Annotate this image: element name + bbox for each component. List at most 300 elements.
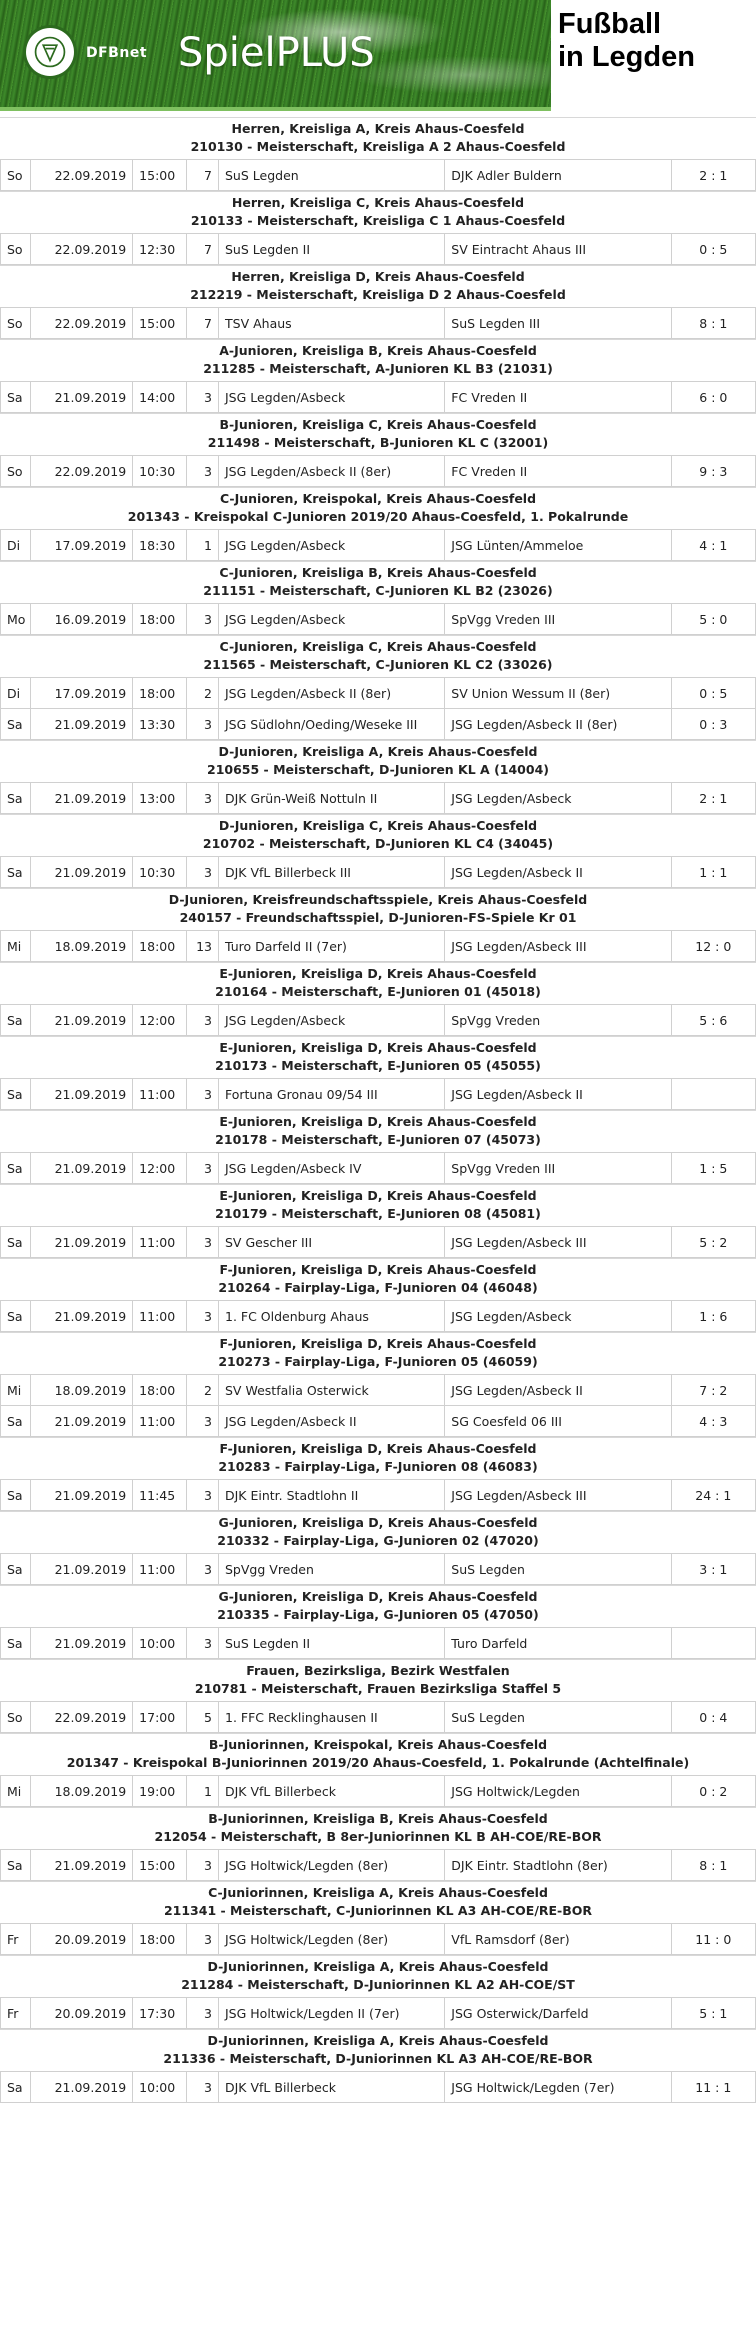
match-score: 6 : 0 (699, 389, 728, 405)
match-date: 22.09.2019 (31, 308, 133, 338)
match-row[interactable] (0, 529, 756, 561)
page-title-line2: in Legden (558, 41, 695, 73)
match-number: 3 (187, 1301, 219, 1331)
away-team: JSG Legden/Asbeck II (445, 1079, 671, 1109)
home-team: JSG Holtwick/Legden (8er) (219, 1924, 445, 1954)
home-team: DJK Grün-Weiß Nottuln II (219, 783, 445, 813)
match-number: 2 (187, 1375, 219, 1405)
match-date: 21.09.2019 (31, 1005, 133, 1035)
match-score (672, 1628, 755, 1658)
match-number: 13 (187, 931, 219, 961)
competition-league: Herren, Kreisliga C, Kreis Ahaus-Coesfeld (231, 195, 525, 210)
home-team: JSG Südlohn/Oeding/Weseke III (219, 709, 445, 739)
match-rows (0, 782, 756, 814)
match-day: Sa (1, 1406, 31, 1436)
match-score: 5 : 1 (699, 2005, 728, 2021)
competition-block (0, 740, 756, 814)
competition-block (0, 561, 756, 635)
match-time: 10:30 (133, 456, 187, 486)
away-team: DJK Eintr. Stadtlohn (8er) (445, 1850, 671, 1880)
match-day: Sa (1, 1227, 31, 1257)
match-score: 8 : 1 (699, 1857, 728, 1873)
match-date: 22.09.2019 (31, 456, 133, 486)
match-rows (0, 1374, 756, 1437)
match-date: 21.09.2019 (31, 382, 133, 412)
competition-title (0, 962, 756, 1004)
match-day: So (1, 1702, 31, 1732)
competition-name: 210264 - Fairplay-Liga, F-Junioren 04 (46048) (218, 1280, 538, 1295)
match-row[interactable] (0, 856, 756, 888)
match-day: Mi (1, 1776, 31, 1806)
home-team: JSG Legden/Asbeck (219, 530, 445, 560)
match-time: 10:00 (133, 2072, 187, 2102)
home-team: DJK Eintr. Stadtlohn II (219, 1480, 445, 1510)
match-score: 5 : 2 (699, 1234, 728, 1250)
home-team: DJK VfL Billerbeck (219, 2072, 445, 2102)
match-date: 20.09.2019 (31, 1924, 133, 1954)
match-row[interactable] (0, 603, 756, 635)
match-score: 8 : 1 (699, 315, 728, 331)
competition-block (0, 962, 756, 1036)
match-rows (0, 307, 756, 339)
match-row[interactable] (0, 1226, 756, 1258)
competition-league: C-Junioren, Kreisliga B, Kreis Ahaus-Coesfeld (219, 565, 537, 580)
match-date: 17.09.2019 (31, 678, 133, 708)
match-date: 18.09.2019 (31, 931, 133, 961)
match-time: 11:00 (133, 1079, 187, 1109)
competition-name: 210133 - Meisterschaft, Kreisliga C 1 Ahaus-Coesfeld (190, 213, 566, 228)
match-day: So (1, 308, 31, 338)
competition-name: 210130 - Meisterschaft, Kreisliga A 2 Ahaus-Coesfeld (190, 139, 566, 154)
competition-league: Herren, Kreisliga D, Kreis Ahaus-Coesfeld (231, 269, 525, 284)
home-team: JSG Holtwick/Legden II (7er) (219, 1998, 445, 2028)
match-row[interactable] (0, 1701, 756, 1733)
competition-block (0, 1955, 756, 2029)
match-number: 3 (187, 709, 219, 739)
match-rows (0, 1004, 756, 1036)
match-score: 4 : 1 (699, 537, 728, 553)
match-row[interactable] (0, 233, 756, 265)
match-date: 21.09.2019 (31, 1227, 133, 1257)
away-team: SpVgg Vreden (445, 1005, 671, 1035)
home-team: TSV Ahaus (219, 308, 445, 338)
match-time: 18:30 (133, 530, 187, 560)
match-time: 15:00 (133, 160, 187, 190)
spielplus-banner (0, 0, 551, 111)
match-day: So (1, 160, 31, 190)
competition-title (0, 487, 756, 529)
competition-block (0, 1437, 756, 1511)
match-score: 12 : 0 (695, 938, 732, 954)
match-rows (0, 1775, 756, 1807)
match-rows (0, 2071, 756, 2103)
match-score: 0 : 5 (699, 241, 728, 257)
competition-name: 210178 - Meisterschaft, E-Junioren 07 (45073) (215, 1132, 541, 1147)
competition-league: E-Junioren, Kreisliga D, Kreis Ahaus-Coesfeld (219, 1188, 537, 1203)
away-team: JSG Legden/Asbeck III (445, 1227, 671, 1257)
away-team: JSG Holtwick/Legden (445, 1776, 671, 1806)
match-score: 1 : 1 (699, 864, 728, 880)
competition-name: 211336 - Meisterschaft, D-Juniorinnen KL A3 AH-COE/RE-BOR (163, 2051, 593, 2066)
competition-title (0, 635, 756, 677)
competition-name: 211285 - Meisterschaft, A-Junioren KL B3 (21031) (203, 361, 553, 376)
away-team: VfL Ramsdorf (8er) (445, 1924, 671, 1954)
match-row[interactable] (0, 1627, 756, 1659)
away-team: DJK Adler Buldern (445, 160, 671, 190)
match-row[interactable] (0, 708, 756, 740)
competition-league: C-Juniorinnen, Kreisliga A, Kreis Ahaus-Coesfeld (208, 1885, 548, 1900)
competition-league: A-Junioren, Kreisliga B, Kreis Ahaus-Coesfeld (219, 343, 537, 358)
competition-title (0, 339, 756, 381)
match-score: 0 : 4 (699, 1709, 728, 1725)
home-team: SpVgg Vreden (219, 1554, 445, 1584)
match-row[interactable] (0, 307, 756, 339)
match-day: Sa (1, 382, 31, 412)
match-date: 22.09.2019 (31, 1702, 133, 1732)
match-score: 1 : 5 (699, 1160, 728, 1176)
away-team: SpVgg Vreden III (445, 1153, 671, 1183)
competition-block (0, 191, 756, 265)
competition-league: D-Junioren, Kreisliga A, Kreis Ahaus-Coesfeld (218, 744, 538, 759)
competition-league: Frauen, Bezirksliga, Bezirk Westfalen (246, 1663, 510, 1678)
match-date: 21.09.2019 (31, 1480, 133, 1510)
match-row[interactable] (0, 455, 756, 487)
competition-block (0, 635, 756, 740)
match-score: 9 : 3 (699, 463, 728, 479)
match-row[interactable] (0, 159, 756, 191)
page-header (0, 0, 756, 113)
match-day: Sa (1, 709, 31, 739)
competition-league: F-Junioren, Kreisliga D, Kreis Ahaus-Coesfeld (219, 1336, 537, 1351)
match-date: 18.09.2019 (31, 1375, 133, 1405)
match-date: 21.09.2019 (31, 1153, 133, 1183)
away-team: JSG Legden/Asbeck II (445, 857, 671, 887)
competition-block (0, 339, 756, 413)
match-date: 21.09.2019 (31, 709, 133, 739)
competition-league: F-Junioren, Kreisliga D, Kreis Ahaus-Coesfeld (219, 1441, 537, 1456)
match-rows (0, 1701, 756, 1733)
match-day: Sa (1, 1480, 31, 1510)
match-row[interactable] (0, 1479, 756, 1511)
match-day: Mi (1, 931, 31, 961)
match-day: Fr (1, 1924, 31, 1954)
match-score: 4 : 3 (699, 1413, 728, 1429)
match-score: 2 : 1 (699, 167, 728, 183)
match-rows (0, 1078, 756, 1110)
competition-name: 211565 - Meisterschaft, C-Junioren KL C2 (33026) (203, 657, 553, 672)
home-team: Fortuna Gronau 09/54 III (219, 1079, 445, 1109)
match-day: Di (1, 678, 31, 708)
away-team: JSG Legden/Asbeck III (445, 931, 671, 961)
match-day: Sa (1, 783, 31, 813)
home-team: JSG Legden/Asbeck (219, 382, 445, 412)
match-time: 12:30 (133, 234, 187, 264)
match-number: 3 (187, 1850, 219, 1880)
competition-block (0, 1184, 756, 1258)
match-time: 10:00 (133, 1628, 187, 1658)
away-team: JSG Legden/Asbeck II (8er) (445, 709, 671, 739)
competition-title (0, 1332, 756, 1374)
match-row[interactable] (0, 1078, 756, 1110)
competition-block (0, 1881, 756, 1955)
match-rows (0, 1923, 756, 1955)
home-team: JSG Legden/Asbeck (219, 1005, 445, 1035)
competition-title (0, 740, 756, 782)
away-team: FC Vreden II (445, 456, 671, 486)
match-number: 3 (187, 1227, 219, 1257)
match-rows (0, 1553, 756, 1585)
match-row[interactable] (0, 1849, 756, 1881)
match-score: 24 : 1 (695, 1487, 732, 1503)
competition-title (0, 1511, 756, 1553)
match-date: 17.09.2019 (31, 530, 133, 560)
match-day: Mi (1, 1375, 31, 1405)
competition-title (0, 814, 756, 856)
home-team: SuS Legden II (219, 234, 445, 264)
competition-block (0, 413, 756, 487)
competition-block (0, 814, 756, 888)
match-number: 3 (187, 2072, 219, 2102)
match-rows (0, 1479, 756, 1511)
competition-name: 201343 - Kreispokal C-Junioren 2019/20 Ahaus-Coesfeld, 1. Pokalrunde (127, 509, 629, 524)
home-team: JSG Legden/Asbeck (219, 604, 445, 634)
match-time: 18:00 (133, 604, 187, 634)
home-team: 1. FC Oldenburg Ahaus (219, 1301, 445, 1331)
match-rows (0, 529, 756, 561)
page-title-line1: Fußball (558, 8, 662, 40)
match-day: Sa (1, 1005, 31, 1035)
match-number: 1 (187, 530, 219, 560)
match-row[interactable] (0, 1997, 756, 2029)
competition-title (0, 1036, 756, 1078)
match-date: 21.09.2019 (31, 1554, 133, 1584)
competition-league: C-Junioren, Kreispokal, Kreis Ahaus-Coesfeld (219, 491, 537, 506)
match-date: 21.09.2019 (31, 1850, 133, 1880)
away-team: JSG Legden/Asbeck (445, 783, 671, 813)
match-time: 12:00 (133, 1005, 187, 1035)
match-number: 7 (187, 308, 219, 338)
match-time: 13:30 (133, 709, 187, 739)
competition-league: D-Juniorinnen, Kreisliga A, Kreis Ahaus-Coesfeld (207, 1959, 549, 1974)
competition-name: 210781 - Meisterschaft, Frauen Bezirksliga Staffel 5 (194, 1681, 562, 1696)
match-day: Fr (1, 1998, 31, 2028)
match-time: 15:00 (133, 308, 187, 338)
match-rows (0, 603, 756, 635)
away-team: SuS Legden (445, 1554, 671, 1584)
competition-block (0, 1585, 756, 1659)
dfb-logo-icon (26, 28, 74, 76)
match-date: 18.09.2019 (31, 1776, 133, 1806)
competition-block (0, 2029, 756, 2103)
match-time: 13:00 (133, 783, 187, 813)
match-row[interactable] (0, 1923, 756, 1955)
home-team: JSG Legden/Asbeck II (8er) (219, 456, 445, 486)
match-date: 21.09.2019 (31, 1079, 133, 1109)
competition-block (0, 1110, 756, 1184)
match-number: 3 (187, 456, 219, 486)
away-team: SV Union Wessum II (8er) (445, 678, 671, 708)
match-score: 0 : 3 (699, 716, 728, 732)
away-team: JSG Legden/Asbeck III (445, 1480, 671, 1510)
match-date: 21.09.2019 (31, 783, 133, 813)
match-score: 7 : 2 (699, 1382, 728, 1398)
competition-title (0, 1807, 756, 1849)
match-time: 10:30 (133, 857, 187, 887)
competition-league: G-Junioren, Kreisliga D, Kreis Ahaus-Coesfeld (218, 1589, 538, 1604)
match-rows (0, 1627, 756, 1659)
match-row[interactable] (0, 930, 756, 962)
match-day: Di (1, 530, 31, 560)
match-number: 3 (187, 382, 219, 412)
competition-title (0, 1585, 756, 1627)
match-time: 11:00 (133, 1406, 187, 1436)
match-row[interactable] (0, 782, 756, 814)
away-team: SuS Legden III (445, 308, 671, 338)
match-rows (0, 677, 756, 740)
match-number: 3 (187, 857, 219, 887)
match-rows (0, 159, 756, 191)
competition-title (0, 888, 756, 930)
competition-title (0, 413, 756, 455)
competition-name: 210179 - Meisterschaft, E-Junioren 08 (45081) (215, 1206, 541, 1221)
home-team: SV Westfalia Osterwick (219, 1375, 445, 1405)
match-day: Sa (1, 1850, 31, 1880)
competition-title (0, 1258, 756, 1300)
competition-title (0, 2029, 756, 2071)
match-time: 19:00 (133, 1776, 187, 1806)
competition-league: C-Junioren, Kreisliga C, Kreis Ahaus-Coesfeld (219, 639, 537, 654)
away-team: JSG Legden/Asbeck II (445, 1375, 671, 1405)
competition-league: E-Junioren, Kreisliga D, Kreis Ahaus-Coesfeld (219, 966, 537, 981)
match-number: 3 (187, 1005, 219, 1035)
competition-title (0, 1110, 756, 1152)
match-number: 7 (187, 234, 219, 264)
competition-title (0, 1659, 756, 1701)
match-row[interactable] (0, 1374, 756, 1405)
competition-league: E-Junioren, Kreisliga D, Kreis Ahaus-Coesfeld (219, 1040, 537, 1055)
match-score: 11 : 1 (695, 2079, 732, 2095)
competition-name: 210273 - Fairplay-Liga, F-Junioren 05 (46059) (218, 1354, 538, 1369)
competition-title (0, 1881, 756, 1923)
competition-name: 211341 - Meisterschaft, C-Juniorinnen KL A3 AH-COE/RE-BOR (163, 1903, 593, 1918)
competition-name: 212219 - Meisterschaft, Kreisliga D 2 Ahaus-Coesfeld (190, 287, 566, 302)
match-day: Sa (1, 1628, 31, 1658)
match-row[interactable] (0, 1553, 756, 1585)
home-team: 1. FFC Recklinghausen II (219, 1702, 445, 1732)
match-date: 21.09.2019 (31, 857, 133, 887)
match-number: 3 (187, 1924, 219, 1954)
competition-title (0, 1437, 756, 1479)
match-time: 11:45 (133, 1480, 187, 1510)
match-time: 12:00 (133, 1153, 187, 1183)
competition-league: D-Junioren, Kreisfreundschaftsspiele, Kreis Ahaus-Coesfeld (168, 892, 588, 907)
match-rows (0, 1997, 756, 2029)
match-row[interactable] (0, 677, 756, 708)
match-number: 5 (187, 1702, 219, 1732)
away-team: SpVgg Vreden III (445, 604, 671, 634)
away-team: JSG Osterwick/Darfeld (445, 1998, 671, 2028)
competition-title (0, 1733, 756, 1775)
competition-block (0, 1036, 756, 1110)
competition-name: 201347 - Kreispokal B-Juniorinnen 2019/20 Ahaus-Coesfeld, 1. Pokalrunde (Achtelfinale) (66, 1755, 690, 1770)
match-date: 22.09.2019 (31, 234, 133, 264)
match-row[interactable] (0, 1300, 756, 1332)
competition-league: D-Junioren, Kreisliga C, Kreis Ahaus-Coesfeld (218, 818, 538, 833)
match-row[interactable] (0, 1004, 756, 1036)
competition-title (0, 1955, 756, 1997)
match-number: 3 (187, 1079, 219, 1109)
match-date: 21.09.2019 (31, 1406, 133, 1436)
competition-title (0, 191, 756, 233)
match-score: 11 : 0 (695, 1931, 732, 1947)
competition-name: 211498 - Meisterschaft, B-Junioren KL C (32001) (207, 435, 549, 450)
match-number: 2 (187, 678, 219, 708)
match-date: 22.09.2019 (31, 160, 133, 190)
competition-name: 210702 - Meisterschaft, D-Junioren KL C4 (34045) (202, 836, 554, 851)
page-title (558, 8, 695, 74)
match-rows (0, 1300, 756, 1332)
match-number: 3 (187, 1998, 219, 2028)
away-team: JSG Lünten/Ammeloe (445, 530, 671, 560)
competition-block (0, 1332, 756, 1437)
match-day: So (1, 234, 31, 264)
competition-league: F-Junioren, Kreisliga D, Kreis Ahaus-Coesfeld (219, 1262, 537, 1277)
match-time: 17:30 (133, 1998, 187, 2028)
competition-name: 210332 - Fairplay-Liga, G-Junioren 02 (47020) (217, 1533, 539, 1548)
competition-name: 210173 - Meisterschaft, E-Junioren 05 (45055) (215, 1058, 541, 1073)
match-time: 17:00 (133, 1702, 187, 1732)
match-rows (0, 455, 756, 487)
away-team: FC Vreden II (445, 382, 671, 412)
match-time: 11:00 (133, 1227, 187, 1257)
competition-title (0, 561, 756, 603)
away-team: SG Coesfeld 06 III (445, 1406, 671, 1436)
match-day: Sa (1, 1153, 31, 1183)
away-team: SuS Legden (445, 1702, 671, 1732)
match-number: 1 (187, 1776, 219, 1806)
match-row[interactable] (0, 381, 756, 413)
competition-title (0, 117, 756, 159)
home-team: JSG Legden/Asbeck II (219, 1406, 445, 1436)
match-row[interactable] (0, 2071, 756, 2103)
home-team: SuS Legden (219, 160, 445, 190)
match-number: 3 (187, 1153, 219, 1183)
match-date: 20.09.2019 (31, 1998, 133, 2028)
match-date: 16.09.2019 (31, 604, 133, 634)
match-score: 5 : 0 (699, 611, 728, 627)
competition-block (0, 888, 756, 962)
match-day: Sa (1, 2072, 31, 2102)
match-row[interactable] (0, 1775, 756, 1807)
competition-name: 210283 - Fairplay-Liga, F-Junioren 08 (46083) (218, 1459, 538, 1474)
competition-league: E-Junioren, Kreisliga D, Kreis Ahaus-Coesfeld (219, 1114, 537, 1129)
match-rows (0, 1152, 756, 1184)
match-row[interactable] (0, 1405, 756, 1437)
home-team: DJK VfL Billerbeck III (219, 857, 445, 887)
competition-block (0, 1511, 756, 1585)
home-team: SV Gescher III (219, 1227, 445, 1257)
match-time: 18:00 (133, 931, 187, 961)
home-team: Turo Darfeld II (7er) (219, 931, 445, 961)
home-team: SuS Legden II (219, 1628, 445, 1658)
home-team: JSG Legden/Asbeck IV (219, 1153, 445, 1183)
match-number: 3 (187, 604, 219, 634)
competition-name: 240157 - Freundschaftsspiel, D-Junioren-FS-Spiele Kr 01 (179, 910, 577, 925)
competition-league: B-Juniorinnen, Kreisliga B, Kreis Ahaus-Coesfeld (208, 1811, 548, 1826)
match-number: 7 (187, 160, 219, 190)
match-row[interactable] (0, 1152, 756, 1184)
match-time: 11:00 (133, 1301, 187, 1331)
